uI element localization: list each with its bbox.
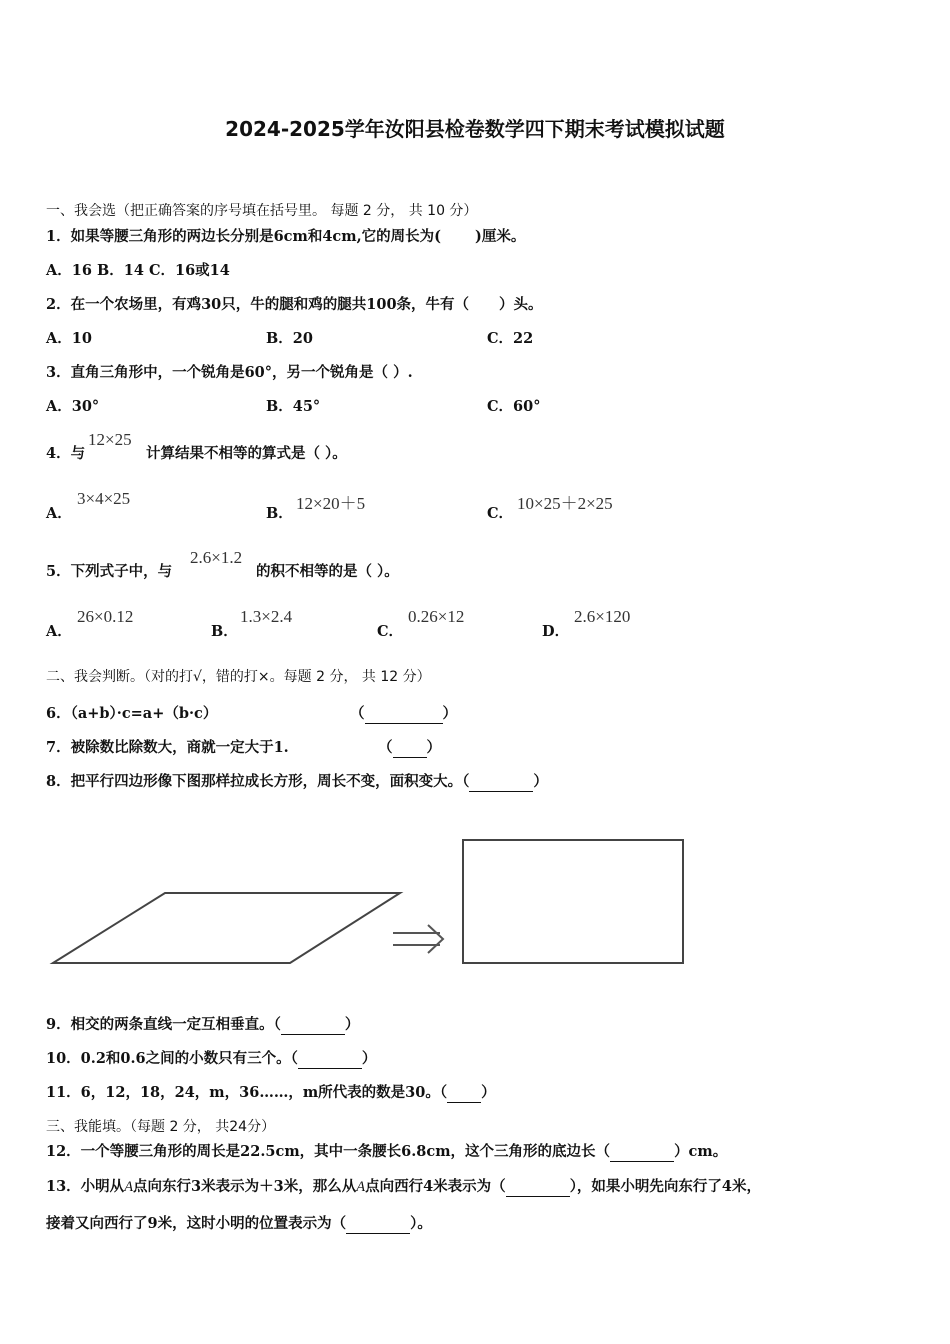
question-5-text: 5．下列式子中，与 [46,563,173,580]
question-13-text-5: 接着又向西行了9米，这时小明的位置表示为（ [46,1215,347,1232]
question-13-blank-1[interactable] [506,1178,570,1197]
question-13-point-a-2: A [356,1179,366,1195]
question-1-options: A．16 B．14 C．16或14 [46,262,230,279]
question-12-blank[interactable] [610,1143,674,1162]
question-4-option-c-expression: 10×25＋2×25 [517,494,613,513]
question-6-close-paren: ） [442,705,457,722]
question-4-text-end: 计算结果不相等的算式是（ ）。 [146,445,347,462]
question-13 [46,1178,761,1197]
question-4-option-a-expression: 3×4×25 [77,489,131,508]
question-10-blank[interactable] [298,1050,362,1069]
question-13-line-2 [46,1215,432,1234]
question-5-option-c-expression: 0.26×12 [408,607,465,626]
question-5-option-c: C． [377,623,404,640]
question-1-text: 1．如果等腰三角形的两边长分别是6cm和4cm,它的周长为( [46,228,442,245]
question-13-text-1: 13．小明从 [46,1178,125,1195]
question-11 [46,1084,496,1103]
question-2-text: 2．在一个农场里，有鸡30只，牛的腿和鸡的腿共100条，牛有（ [46,296,470,313]
question-9-close-paren: ） [344,1016,360,1033]
double-arrow-icon [393,925,443,953]
question-5-expression: 2.6×1.2 [190,548,243,567]
question-8-close-paren: ） [533,773,548,790]
question-11-close-paren: ） [481,1084,496,1101]
section-2-heading: 二、我会判断。（对的打√，错的打×。每题 2 分， 共 12 分） [46,669,431,685]
question-13-text-2: 点向东行3米表示为＋3米，那么从 [133,1178,357,1195]
question-8-text: 8．把平行四边形像下图那样拉成长方形，周长不变，面积变大。（ [46,773,470,790]
question-2-option-c: C．22 [487,330,534,347]
question-9 [46,1016,359,1035]
question-5-option-a-expression: 26×0.12 [77,607,134,626]
question-7-open-paren: （ [378,739,393,756]
question-10-text: 10．0.2和0.6之间的小数只有三个。（ [46,1050,298,1067]
question-13-point-a: A [124,1179,134,1195]
question-4-text: 4．与 [46,445,86,462]
question-9-text: 9．相交的两条直线一定互相垂直。（ [46,1016,281,1033]
question-4-expression: 12×25 [88,430,132,449]
section-1-heading: 一、我会选（把正确答案的序号填在括号里。 每题 2 分， 共 10 分） [46,203,478,219]
question-5-option-a: A． [46,623,72,640]
question-3-option-b: B．45° [266,398,321,415]
question-11-text: 11．6，12，18，24，m，36……，m所代表的数是30。（ [46,1084,448,1101]
question-12 [46,1143,727,1162]
question-2-option-a: A．10 [46,330,92,347]
question-5-option-b: B． [211,623,238,640]
section-3-heading: 三、我能填。（每题 2 分， 共24分） [46,1119,276,1135]
question-6-open-paren: （ [350,705,365,722]
question-11-blank[interactable] [447,1084,481,1103]
question-10 [46,1050,376,1069]
question-5-option-d-expression: 2.6×120 [574,607,631,626]
rectangle-shape [463,840,683,963]
question-4-option-c: C． [487,505,514,522]
question-9-blank[interactable] [281,1016,345,1035]
question-5-text-end: 的积不相等的是（ ）。 [256,563,399,580]
question-3: 3．直角三角形中，一个锐角是60°，另一个锐角是（ ）. [46,364,413,381]
parallelogram-shape [53,893,400,963]
question-13-blank-2[interactable] [346,1215,410,1234]
page-title: 2024-2025学年汝阳县检卷数学四下期末考试模拟试题 [225,117,725,141]
question-13-text-3: 点向西行4米表示为（ [365,1178,506,1195]
question-6: 6．（a+b）·c=a+（b·c） [46,705,218,722]
question-5-option-d: D． [542,623,570,640]
question-4-option-b-expression: 12×20＋5 [296,494,366,513]
question-13-text-4: ），如果小明先向东行了4米， [569,1178,762,1195]
question-2-option-b: B．20 [266,330,313,347]
question-13-text-6: ）。 [410,1215,432,1232]
question-4-option-b: B． [266,505,293,522]
question-1-text-end: )厘米。 [475,228,526,245]
question-7: 7．被除数比除数大，商就一定大于1. [46,739,289,756]
question-5-option-b-expression: 1.3×2.4 [240,607,293,626]
question-3-option-a: A．30° [46,398,100,415]
question-12-text: 12．一个等腰三角形的周长是22.5cm，其中一条腰长6.8cm，这个三角形的底边长（ [46,1143,611,1160]
question-3-option-c: C．60° [487,398,541,415]
question-2-text-end: ）头。 [499,296,543,313]
question-4-option-a: A． [46,505,72,522]
question-12-close-paren: ）cm。 [674,1143,728,1160]
question-7-close-paren: ） [426,739,441,756]
question-10-close-paren: ） [361,1050,377,1067]
